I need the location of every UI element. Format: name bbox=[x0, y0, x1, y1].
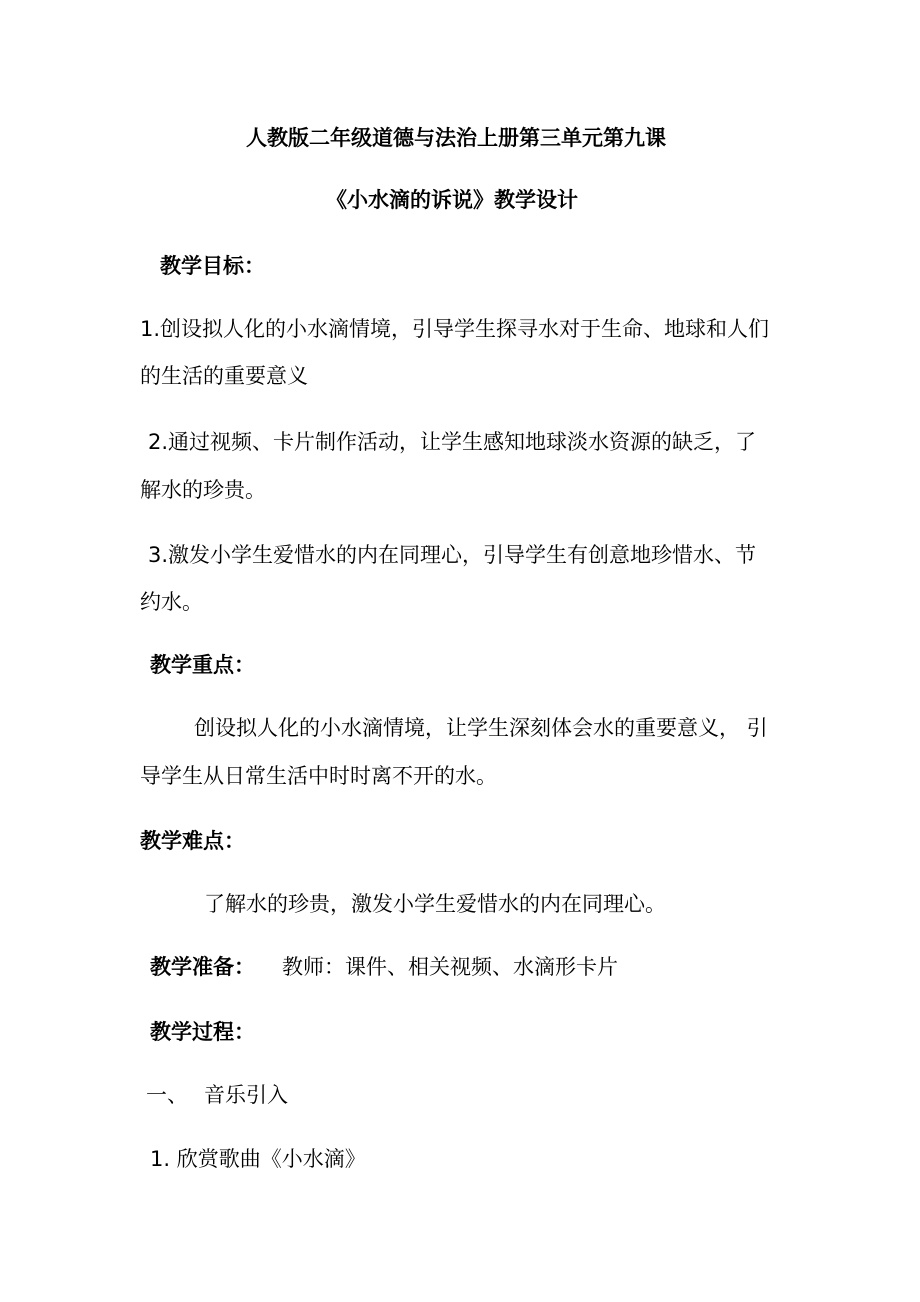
key-points-line2: 导学生从日常生活中时时离不开的水。 bbox=[140, 764, 497, 788]
objective-1-line1: 1.创设拟人化的小水滴情境，引导学生探寻水对于生命、地球和人们 bbox=[140, 317, 770, 341]
objective-1-line2: 的生活的重要意义 bbox=[140, 364, 308, 388]
document-title-line1: 人教版二年级道德与法治上册第三单元第九课 bbox=[246, 126, 666, 150]
objective-2-line1: 2.通过视频、卡片制作活动，让学生感知地球淡水资源的缺乏，了 bbox=[148, 430, 757, 454]
process-step-1: 1. 欣赏歌曲《小水滴》 bbox=[150, 1147, 366, 1171]
document-title-line2: 《小水滴的诉说》教学设计 bbox=[326, 188, 578, 212]
preparation-heading: 教学准备： bbox=[150, 955, 255, 979]
process-heading: 教学过程： bbox=[150, 1020, 255, 1044]
objective-3-line2: 约水。 bbox=[140, 590, 203, 614]
difficulties-heading: 教学难点： bbox=[140, 829, 245, 853]
objective-3-line1: 3.激发小学生爱惜水的内在同理心，引导学生有创意地珍惜水、节 bbox=[148, 543, 757, 567]
key-points-heading: 教学重点： bbox=[150, 653, 255, 677]
key-points-line1: 创设拟人化的小水滴情境，让学生深刻体会水的重要意义， 引 bbox=[194, 716, 768, 740]
section-1-title: 音乐引入 bbox=[204, 1083, 288, 1107]
difficulties-line1: 了解水的珍贵，激发小学生爱惜水的内在同理心。 bbox=[204, 892, 666, 916]
objectives-heading: 教学目标： bbox=[160, 254, 265, 278]
section-1-number: 一、 bbox=[146, 1083, 188, 1107]
objective-2-line2: 解水的珍贵。 bbox=[140, 478, 266, 502]
preparation-content: 教师：课件、相关视频、水滴形卡片 bbox=[282, 955, 618, 979]
